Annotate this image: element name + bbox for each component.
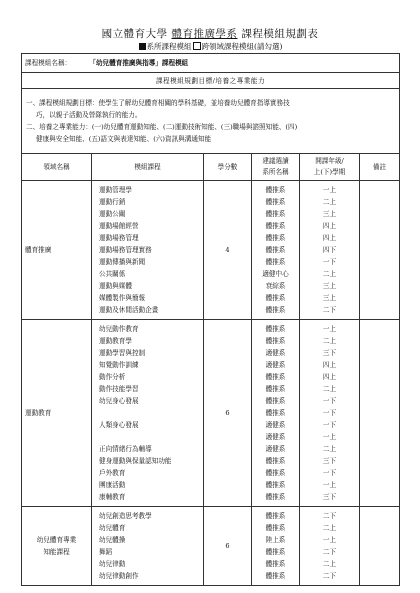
- term-list: 一上 二上 三上 四上 四上 四下 一下 二上 三上 三上 二下: [300, 181, 360, 320]
- term-list: 一上 二上 三下 四上 四上 二上 一下 一下 一下 一上 二上 三下 一下 一上 三下: [300, 320, 360, 507]
- credits-value: 6: [204, 320, 252, 507]
- module-name-label: 課程模組名稱：: [25, 59, 72, 67]
- term-list: 二下 二上 一上 二下 二上 二下: [300, 507, 360, 586]
- course-list: 運動管理學 運動行銷 運動公關 運動場館經營 運動場務管理 運動場務管理實務 運動傳播與新聞 公共關係 運動與媒體 媒體製作與簡報 運動及休閒活動企畫: [92, 181, 204, 320]
- col-header-term: 開課年級/ 上(下)學期: [300, 154, 360, 181]
- table-header-row: [22, 154, 400, 181]
- dept-list: 體推系 體推系 陸上系 體推系 體推系 體推系: [252, 507, 300, 586]
- goal-competency-cont: 健康與安全知能、(五)語文與表達知能、(六)資訊與溝通知能: [36, 135, 212, 143]
- credits-value: 4: [204, 181, 252, 320]
- section-title: 課程模組規劃目標/培養之專業能力: [22, 73, 400, 89]
- col-header-credits: 學分數: [204, 154, 252, 181]
- col-header-dept: 建議選讀 系所名稱: [252, 154, 300, 181]
- goals-row: [22, 89, 400, 154]
- col-header-note: 備註: [360, 154, 400, 181]
- module-name-row: [22, 54, 400, 73]
- goal-objective: 一、課程模組規劃目標：使學生了解幼兒體育相關的學科基礎，並培養幼兒體育指導實務技: [26, 99, 290, 107]
- page-title: 國立體育大學 體育推廣學系 課程模組規劃表: [101, 28, 319, 40]
- dept-list: 體推系 體推系 適健系 適健系 體推系 體推系 體推系 體推系 適健系 適健系 適健系 體推系 體推系 體推系 體推系: [252, 320, 300, 507]
- goal-competency: 二、培養之專業能力：(一)幼兒體育運動知能、(二)運動技術知能、(三)職場與諮照知能、(四): [26, 123, 298, 131]
- checked-box-icon: [139, 43, 146, 50]
- table-row: [22, 181, 400, 320]
- course-list: 幼兒創造思考教學 幼兒體育 幼兒體操 舞蹈 幼兒律動 幼兒律動創作: [92, 507, 204, 586]
- section-title-row: [22, 73, 400, 89]
- note-cell: [360, 320, 400, 507]
- note-cell: [360, 181, 400, 320]
- course-list: 幼兒動作教育 運動教育學 運動學習與控制 知覺動作訓練 動作分析 動作技能學習 幼兒身心發展 人類身心發展 正向情緒行為輔導 健身運動與保量認知功能 戶外教育 團康活動 康輔教育: [92, 320, 204, 507]
- col-header-course: 模組課程: [92, 154, 204, 181]
- goal-objective-cont: 巧，以親子活動及營隊執行的能力。: [36, 111, 142, 119]
- col-header-field: 領域名稱: [22, 154, 92, 181]
- module-type-selector: 系所課程模組 跨領域課程模組(請勾選): [0, 41, 420, 52]
- module-name-value: 「幼兒體育推廣與指導」課程模組: [89, 59, 189, 67]
- unchecked-box-icon: [193, 42, 201, 50]
- table-row: [22, 507, 400, 586]
- field-name: 幼兒體育專業 知能課程: [22, 507, 92, 586]
- dept-list: 體推系 體推系 體推系 體推系 體推系 體推系 體推系 適健中心 衰綜系 體推系 體推系: [252, 181, 300, 320]
- table-row: [22, 320, 400, 507]
- field-name: 運動教育: [22, 320, 92, 507]
- module-plan-table: [21, 53, 400, 586]
- note-cell: [360, 507, 400, 586]
- credits-value: 6: [204, 507, 252, 586]
- field-name: 體育推廣: [22, 181, 92, 320]
